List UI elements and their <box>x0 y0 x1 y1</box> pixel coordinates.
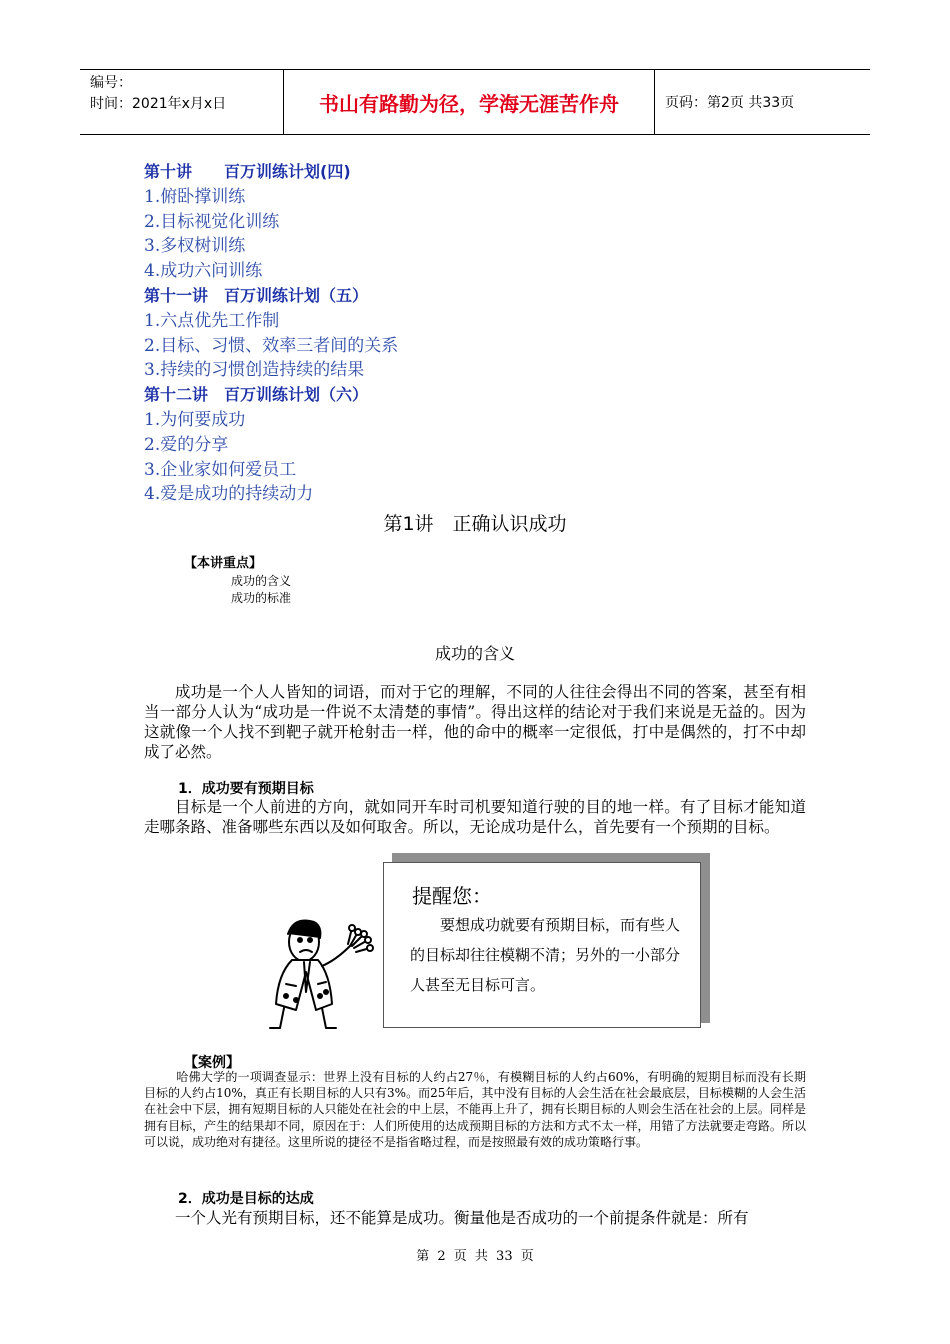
table-of-contents <box>144 160 744 507</box>
number-label: 编号： <box>90 75 132 91</box>
intro-paragraph: 成功是一个人人皆知的词语，而对于它的理解，不同的人往往会得出不同的答案，甚至有相当一部分人认为“成功是一件说不太清楚的事情”。得出这样的结论对于我们来说是无益的。因为这就像一个人找不到靶子就开枪射击一样，他的命中的概率一定很低，打中是偶然的，打不中却成了必然。 <box>144 683 806 761</box>
toc-item: 2.爱的分享 <box>144 434 229 455</box>
toc-item: 3.持续的习惯创造持续的结果 <box>144 360 365 381</box>
toc-item: 1.六点优先工作制 <box>144 310 280 331</box>
point2-title: 2．成功是目标的达成 <box>178 1191 314 1207</box>
toc-item: 3.企业家如何爱员工 <box>144 459 297 480</box>
header-meta <box>80 70 283 134</box>
toc-item: 4.成功六问训练 <box>144 261 263 282</box>
focus-item: 成功的标准 <box>231 591 292 605</box>
case-text: 哈佛大学的一项调查显示：世界上没有目标的人约占27％，有模糊目标的人约占60%，有明确的短期目标而没有长期目标的人约占10%，真正有长期目标的人只有3%。而25年后，其中没有目标的人会生活在社会最底层，目标模糊的人会生活在社会中下层，拥有短期目标的人只能处在社会的中上层，不能再上升了，拥有长期目标的人则会生活在社会的上层。同样是拥有目标，产生的结果却不同，原因在于：人们所使用的达成预期目标的方法和方式不太一样，用错了方法就要走弯路。所以可以说，成功绝对有捷径。这里所说的捷径不是指省略过程，而是按照最有效的成功策略行事。 <box>144 1070 806 1149</box>
reminder-title: 提醒您： <box>412 884 492 908</box>
toc-lecture: 第十二讲 百万训练计划（六） <box>144 385 369 405</box>
toc-item: 2.目标、习惯、效率三者间的关系 <box>144 335 399 356</box>
point2-text: 一个人光有预期目标，还不能算是成功。衡量他是否成功的一个前提条件就是：所有 <box>175 1209 749 1227</box>
header-motto: 书山有路勤为径，学海无涯苦作舟 <box>283 70 655 134</box>
toc-lecture: 第十讲 百万训练计划(四) <box>144 162 351 181</box>
time-label: 时间：2021年x月x日 <box>90 96 227 112</box>
toc-item: 4.爱是成功的持续动力 <box>144 484 314 505</box>
toc-item: 1.为何要成功 <box>144 409 246 430</box>
header-page-info: 页码：第2页 共33页 <box>665 95 795 111</box>
toc-item: 1.俯卧撑训练 <box>144 186 246 207</box>
toc-item: 3.多杈树训练 <box>144 236 246 257</box>
toc-lecture: 第十一讲 百万训练计划（五） <box>144 285 369 305</box>
point1-title: 1．成功要有预期目标 <box>178 781 314 797</box>
section-title: 成功的含义 <box>434 644 515 663</box>
toc-item: 2.目标视觉化训练 <box>144 211 280 232</box>
point1-text: 目标是一个人前进的方向，就如同开车时司机要知道行驶的目的地一样。有了目标才能知道走哪条路、准备哪些东西以及如何取舍。所以，无论成功是什么，首先要有一个预期的目标。 <box>144 798 806 836</box>
document-header <box>80 69 870 135</box>
case-label: 【案例】 <box>184 1055 240 1071</box>
lecture-title: 第1讲 正确认识成功 <box>383 513 567 535</box>
reminder-text: 要想成功就要有预期目标，而有些人的目标却往往模糊不清；另外的一小部分人甚至无目标可言。 <box>410 916 681 994</box>
cartoon-man-icon <box>266 912 416 1032</box>
focus-item: 成功的含义 <box>231 574 292 588</box>
page-footer: 第 2 页 共 33 页 <box>416 1249 534 1264</box>
focus-label: 【本讲重点】 <box>184 556 263 571</box>
